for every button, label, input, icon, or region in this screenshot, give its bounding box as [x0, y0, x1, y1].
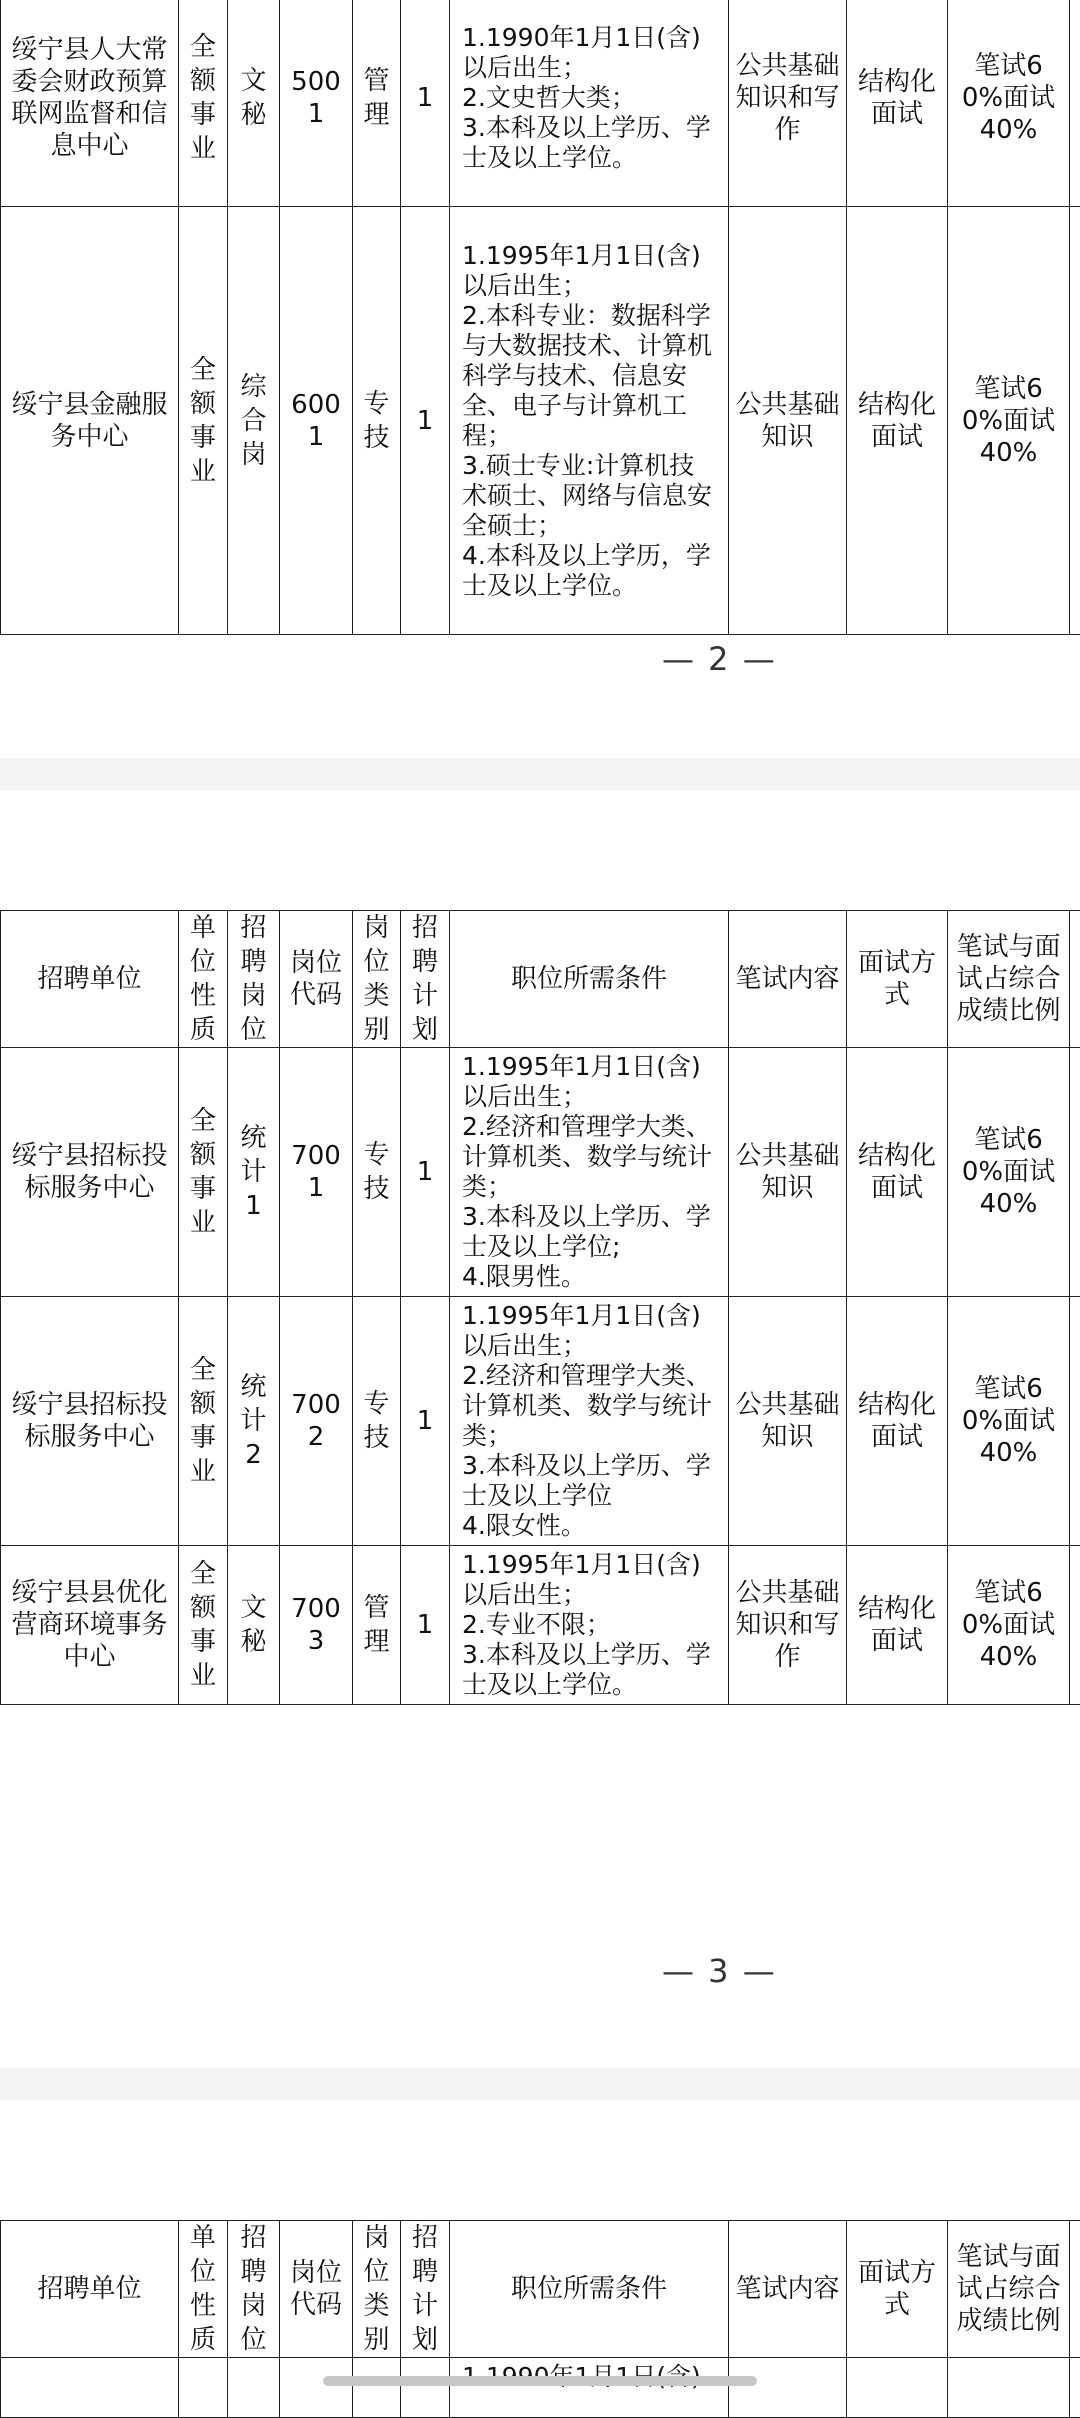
written-cell: 公共基础知识: [729, 207, 847, 635]
conditions-cell: 1.1995年1月1日(含)以后出生； 2.专业不限； 3.本科及以上学历、学士及以上学位。: [450, 1546, 729, 1705]
interview-cell: 结构化面试: [847, 0, 948, 207]
header-conditions: 职位所需条件: [450, 911, 729, 1048]
header-post: 招聘岗位: [241, 911, 267, 1047]
nature-cell: 全额事业: [190, 1557, 216, 1693]
header-interview: 面试方式: [847, 2221, 948, 2358]
category-cell: 专技: [364, 1138, 390, 1206]
conditions-cell: 1.1995年1月1日(含)以后出生； 2.本科专业：数据科学与大数据技术、计算机科学与技术、信息安全、电子与计算机工程； 3.硕士专业:计算机技术硕士、网络与信息安全硕士； 4.本科及以上学历，学士及以上学位。: [450, 207, 729, 635]
ratio-cell: 笔试60%面试40%: [948, 207, 1070, 635]
plan-cell: 1: [401, 1546, 450, 1705]
page-number: — 2 —: [662, 640, 777, 678]
ratio-cell: 笔试60%面试40%: [948, 1048, 1070, 1297]
header-unit: 招聘单位: [1, 911, 179, 1048]
recruitment-table-page-3: [0, 910, 1080, 1705]
conditions-cell: 1.1995年1月1日(含)以后出生； 2.经济和管理学大类、计算机类、数学与统计类； 3.本科及以上学历、学士及以上学位 4.限女性。: [450, 1297, 729, 1546]
header-nature: 单位性质: [190, 911, 216, 1047]
written-cell: 公共基础知识: [729, 1048, 847, 1297]
code-cell: 7001: [280, 1048, 353, 1297]
post-cell: 统计1: [241, 1121, 267, 1223]
header-code: 岗位代码: [280, 2221, 353, 2358]
home-indicator[interactable]: [323, 2376, 757, 2386]
unit-cell: 绥宁县人大常委会财政预算联网监督和信息中心: [1, 0, 179, 207]
written-cell: 公共基础知识: [729, 1297, 847, 1546]
header-post: 招聘岗位: [241, 2221, 267, 2357]
table-header-row: [1, 911, 1080, 1048]
page-gap: [0, 758, 1080, 790]
post-cell: 综合岗: [241, 370, 267, 472]
nature-cell: 全额事业: [190, 353, 216, 489]
ratio-cell: 笔试60%面试40%: [948, 1297, 1070, 1546]
post-cell: 统计2: [241, 1370, 267, 1472]
header-written: 笔试内容: [729, 911, 847, 1048]
interview-cell: 结构化面试: [847, 207, 948, 635]
written-cell: 公共基础知识和写作: [729, 0, 847, 207]
table-row: [1, 1297, 1080, 1546]
interview-cell: 结构化面试: [847, 1048, 948, 1297]
nature-cell: 全额事业: [190, 30, 216, 166]
interview-cell: 结构化面试: [847, 1546, 948, 1705]
header-nature: 单位性质: [190, 2221, 216, 2357]
code-cell: 7002: [280, 1297, 353, 1546]
plan-cell: 1: [401, 0, 450, 207]
code-cell: 6001: [280, 207, 353, 635]
table-row: [1, 1048, 1080, 1297]
written-cell: 公共基础知识和写作: [729, 1546, 847, 1705]
table-header-row: [1, 2221, 1080, 2358]
ratio-cell: 笔试60%面试40%: [948, 0, 1070, 207]
unit-cell: 绥宁县招标投标服务中心: [1, 1297, 179, 1546]
header-ratio: 笔试与面试占综合成绩比例: [948, 911, 1070, 1048]
header-category: 岗位类别: [364, 2221, 390, 2357]
page-gap: [0, 2068, 1080, 2100]
header-conditions: 职位所需条件: [450, 2221, 729, 2358]
header-unit: 招聘单位: [1, 2221, 179, 2358]
nature-cell: 全额事业: [190, 1104, 216, 1240]
header-code: 岗位代码: [280, 911, 353, 1048]
plan-cell: 1: [401, 1297, 450, 1546]
table-row: [1, 1546, 1080, 1705]
plan-cell: 1: [401, 207, 450, 635]
unit-cell: 绥宁县金融服务中心: [1, 207, 179, 635]
header-ratio: 笔试与面试占综合成绩比例: [948, 2221, 1070, 2358]
table-row: [1, 0, 1080, 207]
interview-cell: 结构化面试: [847, 1297, 948, 1546]
unit-cell: 绥宁县招标投标服务中心: [1, 1048, 179, 1297]
header-plan: 招聘计划: [412, 911, 438, 1047]
unit-cell: 绥宁县县优化营商环境事务中心: [1, 1546, 179, 1705]
ratio-cell: 笔试60%面试40%: [948, 1546, 1070, 1705]
category-cell: 管理: [364, 1591, 390, 1659]
category-cell: 专技: [364, 1387, 390, 1455]
page-number: — 3 —: [662, 1952, 777, 1990]
conditions-cell: 1.1995年1月1日(含)以后出生； 2.经济和管理学大类、计算机类、数学与统计类； 3.本科及以上学历、学士及以上学位; 4.限男性。: [450, 1048, 729, 1297]
code-cell: 7003: [280, 1546, 353, 1705]
header-interview: 面试方式: [847, 911, 948, 1048]
header-written: 笔试内容: [729, 2221, 847, 2358]
category-cell: 专技: [364, 387, 390, 455]
post-cell: 文秘: [241, 64, 267, 132]
table-row: [1, 207, 1080, 635]
conditions-cell: 1.1990年1月1日(含)以后出生； 2.文史哲大类； 3.本科及以上学历、学士及以上学位。: [450, 0, 729, 207]
post-cell: 文秘: [241, 1591, 267, 1659]
recruitment-table-page-4: [0, 2220, 1080, 2418]
plan-cell: 1: [401, 1048, 450, 1297]
header-plan: 招聘计划: [412, 2221, 438, 2357]
category-cell: 管理: [364, 64, 390, 132]
nature-cell: 全额事业: [190, 1353, 216, 1489]
header-category: 岗位类别: [364, 911, 390, 1047]
code-cell: 5001: [280, 0, 353, 207]
recruitment-table-page-2: [0, 0, 1080, 635]
